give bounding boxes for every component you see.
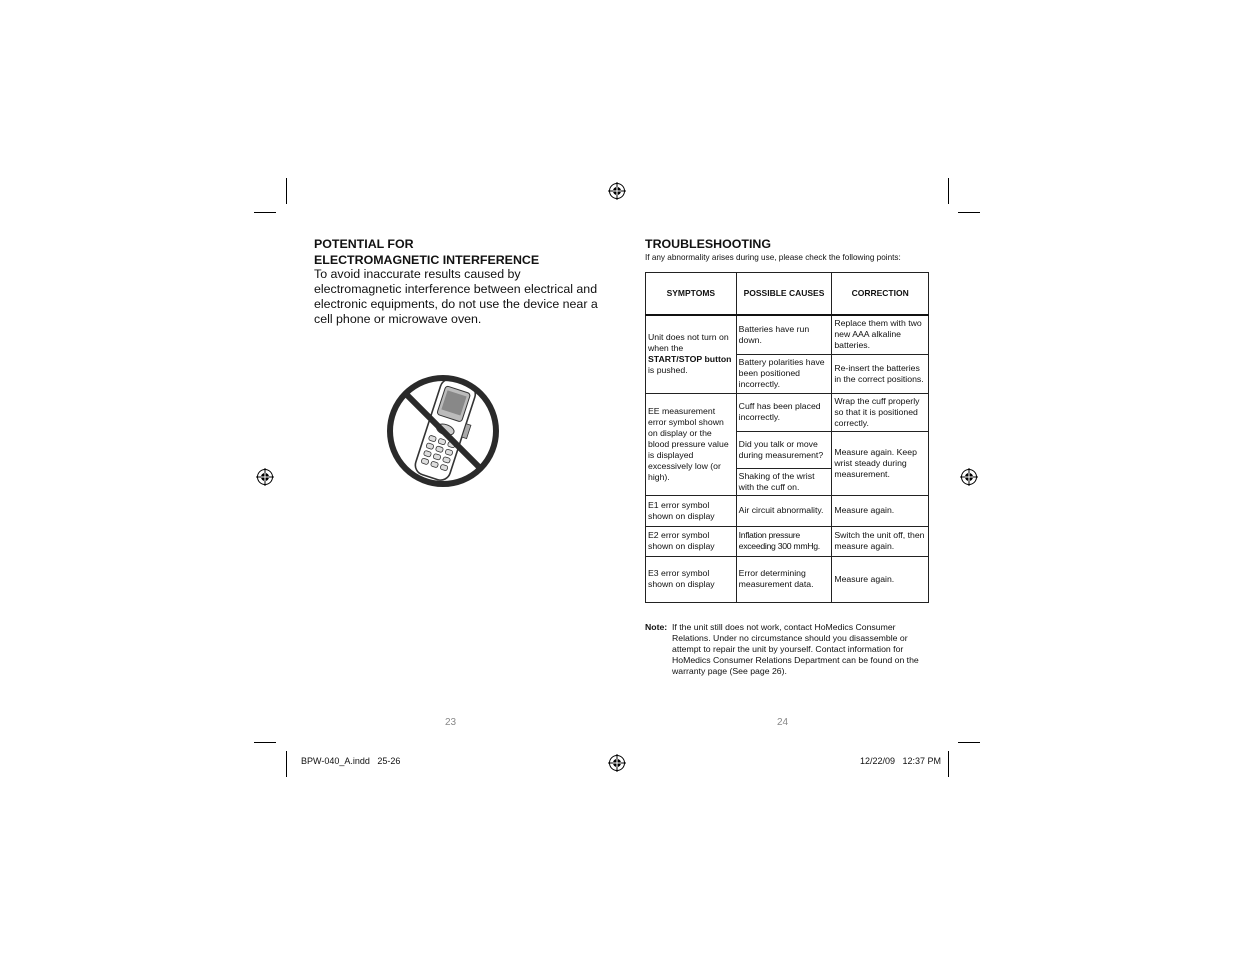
correction-cell: Wrap the cuff properly so that it is positioned correctly. xyxy=(832,393,929,431)
table-row xyxy=(646,393,929,431)
symptom-text: Unit does not turn on when the xyxy=(648,332,729,354)
table-row xyxy=(646,526,929,556)
cause-cell: Shaking of the wrist with the cuff on. xyxy=(736,468,832,495)
table-row xyxy=(646,556,929,602)
symptom-cell: E2 error symbol shown on display xyxy=(646,526,737,556)
correction-cell: Switch the unit off, then measure again. xyxy=(832,526,929,556)
cause-cell: Batteries have run down. xyxy=(736,315,832,354)
crop-mark xyxy=(958,742,980,743)
cause-cell: Battery polarities have been positioned incorrectly. xyxy=(736,354,832,393)
crop-mark xyxy=(948,751,949,777)
registration-mark-icon xyxy=(608,754,626,772)
crop-mark xyxy=(948,178,949,204)
symptom-cell: EE measurement error symbol shown on display or the blood pressure value is displayed excessively low (or high). xyxy=(646,393,737,495)
no-cell-phone-icon xyxy=(384,372,502,490)
crop-mark xyxy=(254,742,276,743)
cause-cell: Inflation pressure exceeding 300 mmHg. xyxy=(736,526,832,556)
page-number: 24 xyxy=(777,717,789,728)
crop-mark xyxy=(286,751,287,777)
table-header-row xyxy=(646,273,929,316)
registration-mark-icon xyxy=(608,182,626,200)
section-title xyxy=(314,237,539,268)
symptom-text: is pushed. xyxy=(648,365,688,376)
header-causes: POSSIBLE CAUSES xyxy=(736,273,832,316)
header-correction: CORRECTION xyxy=(832,273,929,316)
correction-cell: Measure again. xyxy=(832,495,929,526)
cause-cell: Did you talk or move during measurement? xyxy=(736,431,832,468)
page-number: 23 xyxy=(445,717,457,728)
symptom-cell xyxy=(646,315,737,393)
registration-mark-icon xyxy=(256,468,274,486)
cause-cell: Error determining measurement data. xyxy=(736,556,832,602)
table-row xyxy=(646,495,929,526)
correction-cell: Replace them with two new AAA alkaline batteries. xyxy=(832,315,929,354)
title-line: ELECTROMAGNETIC INTERFERENCE xyxy=(314,252,540,267)
section-body: To avoid inaccurate results caused by electromagnetic interference between electrical and electronic equipments, do not use the device near a cell phone or microwave oven. xyxy=(314,267,598,326)
registration-mark-icon xyxy=(960,468,978,486)
crop-mark xyxy=(254,212,276,213)
cause-cell: Air circuit abnormality. xyxy=(736,495,832,526)
troubleshooting-table xyxy=(645,272,929,603)
footer-file-name: BPW-040_A.indd 25-26 xyxy=(301,756,401,766)
header-symptoms: SYMPTOMS xyxy=(646,273,737,316)
symptom-emphasis: START/STOP button xyxy=(648,354,732,365)
note-block xyxy=(645,622,935,677)
section-subtitle: If any abnormality arises during use, please check the following points: xyxy=(645,253,901,262)
crop-mark xyxy=(958,212,980,213)
note-text: If the unit still does not work, contact HoMedics Consumer Relations. Under no circumstance should you disassemble or attempt to repair the unit by yourself. Contact information for HoMedics Consumer Relations Department can be found on the warranty page (See page 26). xyxy=(672,622,919,676)
title-line: POTENTIAL FOR xyxy=(314,237,414,251)
symptom-cell: E1 error symbol shown on display xyxy=(646,495,737,526)
symptom-cell: E3 error symbol shown on display xyxy=(646,556,737,602)
crop-mark xyxy=(286,178,287,204)
correction-cell: Measure again. xyxy=(832,556,929,602)
correction-cell: Measure again. Keep wrist steady during measurement. xyxy=(832,431,929,495)
correction-cell: Re-insert the batteries in the correct positions. xyxy=(832,354,929,393)
footer-timestamp: 12/22/09 12:37 PM xyxy=(860,756,942,766)
note-label: Note: xyxy=(645,622,668,632)
cause-cell: Cuff has been placed incorrectly. xyxy=(736,393,832,431)
section-title: TROUBLESHOOTING xyxy=(645,237,771,251)
table-row xyxy=(646,315,929,354)
